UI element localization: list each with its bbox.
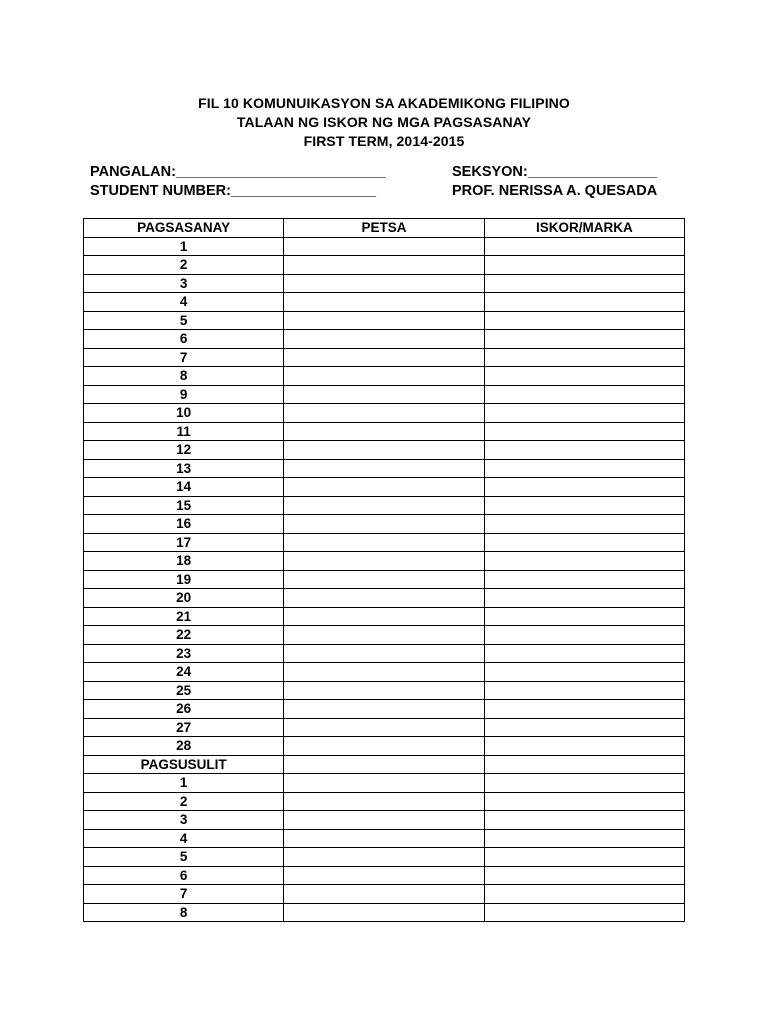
- table-row: [84, 700, 685, 719]
- professor-name: PROF. NERISSA A. QUESADA: [452, 183, 658, 199]
- table-row: [84, 274, 685, 293]
- cell-score[interactable]: [484, 755, 684, 774]
- name-field-label: PANGALAN:__________________________: [90, 164, 386, 180]
- cell-date[interactable]: [284, 829, 484, 848]
- cell-date[interactable]: [284, 496, 484, 515]
- cell-date[interactable]: [284, 330, 484, 349]
- cell-date[interactable]: [284, 681, 484, 700]
- table-row: [84, 718, 685, 737]
- table-row: [84, 681, 685, 700]
- cell-exercise: 3: [84, 274, 284, 293]
- cell-score[interactable]: [484, 663, 684, 682]
- cell-date[interactable]: [284, 774, 484, 793]
- cell-score[interactable]: [484, 570, 684, 589]
- cell-score[interactable]: [484, 848, 684, 867]
- cell-date[interactable]: [284, 607, 484, 626]
- cell-exercise: 8: [84, 367, 284, 386]
- cell-score[interactable]: [484, 515, 684, 534]
- table-row: [84, 367, 685, 386]
- cell-exercise: 16: [84, 515, 284, 534]
- table-row: [84, 515, 685, 534]
- cell-exercise: 2: [84, 256, 284, 275]
- cell-date[interactable]: [284, 737, 484, 756]
- cell-date[interactable]: [284, 237, 484, 256]
- cell-exercise: 1: [84, 774, 284, 793]
- cell-date[interactable]: [284, 293, 484, 312]
- cell-date[interactable]: [284, 626, 484, 645]
- column-header-iskor-marka: ISKOR/MARKA: [484, 219, 684, 238]
- table-row: [84, 589, 685, 608]
- cell-score[interactable]: [484, 644, 684, 663]
- cell-exercise: 7: [84, 885, 284, 904]
- table-header-row: [84, 219, 685, 238]
- table-row: [84, 496, 685, 515]
- table-row: [84, 848, 685, 867]
- table-row: [84, 626, 685, 645]
- cell-score[interactable]: [484, 478, 684, 497]
- table-row: [84, 293, 685, 312]
- cell-date[interactable]: [284, 441, 484, 460]
- document-title: TALAAN NG ISKOR NG MGA PAGSASANAY: [236, 114, 532, 130]
- table-header: [84, 219, 685, 238]
- table-row: [84, 459, 685, 478]
- cell-score[interactable]: [484, 792, 684, 811]
- cell-exercise: 23: [84, 644, 284, 663]
- cell-exercise: 11: [84, 422, 284, 441]
- table-row: [84, 774, 685, 793]
- course-title: FIL 10 KOMUNUIKASYON SA AKADEMIKONG FILIPINO: [198, 95, 570, 111]
- cell-date[interactable]: [284, 478, 484, 497]
- cell-score[interactable]: [484, 533, 684, 552]
- cell-score[interactable]: [484, 385, 684, 404]
- cell-score[interactable]: [484, 681, 684, 700]
- cell-exercise: 7: [84, 348, 284, 367]
- cell-score[interactable]: [484, 552, 684, 571]
- cell-exercise: 2: [84, 792, 284, 811]
- cell-score[interactable]: [484, 700, 684, 719]
- cell-date[interactable]: [284, 589, 484, 608]
- cell-date[interactable]: [284, 348, 484, 367]
- cell-exercise: 4: [84, 293, 284, 312]
- cell-exercise: 10: [84, 404, 284, 423]
- cell-score[interactable]: [484, 607, 684, 626]
- cell-exercise: 1: [84, 237, 284, 256]
- cell-score[interactable]: [484, 774, 684, 793]
- cell-score[interactable]: [484, 237, 684, 256]
- cell-score[interactable]: [484, 718, 684, 737]
- cell-exercise: 18: [84, 552, 284, 571]
- cell-exercise: 25: [84, 681, 284, 700]
- cell-score[interactable]: [484, 404, 684, 423]
- cell-date[interactable]: [284, 866, 484, 885]
- cell-exercise: 27: [84, 718, 284, 737]
- cell-score[interactable]: [484, 737, 684, 756]
- cell-date[interactable]: [284, 644, 484, 663]
- table-row: [84, 885, 685, 904]
- table-row: [84, 737, 685, 756]
- cell-exercise: 13: [84, 459, 284, 478]
- cell-score[interactable]: [484, 866, 684, 885]
- cell-exercise: 20: [84, 589, 284, 608]
- table-row: [84, 404, 685, 423]
- table-row: [84, 811, 685, 830]
- cell-exercise: 15: [84, 496, 284, 515]
- cell-date[interactable]: [284, 811, 484, 830]
- cell-exercise: 8: [84, 903, 284, 922]
- table-row: [84, 792, 685, 811]
- cell-exercise: 19: [84, 570, 284, 589]
- table-row: [84, 330, 685, 349]
- cell-date[interactable]: [284, 903, 484, 922]
- cell-exercise: 12: [84, 441, 284, 460]
- cell-date[interactable]: [284, 885, 484, 904]
- column-header-petsa: PETSA: [284, 219, 484, 238]
- score-table: [83, 218, 685, 922]
- table-row: [84, 663, 685, 682]
- cell-score[interactable]: [484, 829, 684, 848]
- column-header-pagsasanay: PAGSASANAY: [84, 219, 284, 238]
- cell-date[interactable]: [284, 533, 484, 552]
- cell-date[interactable]: [284, 459, 484, 478]
- cell-date[interactable]: [284, 422, 484, 441]
- table-row: [84, 348, 685, 367]
- cell-score[interactable]: [484, 330, 684, 349]
- cell-date[interactable]: [284, 404, 484, 423]
- cell-exercise: 28: [84, 737, 284, 756]
- cell-date[interactable]: [284, 515, 484, 534]
- section-field-label: SEKSYON:________________: [452, 164, 657, 180]
- table-row: [84, 441, 685, 460]
- cell-score[interactable]: [484, 811, 684, 830]
- cell-score[interactable]: [484, 367, 684, 386]
- cell-score[interactable]: [484, 293, 684, 312]
- cell-date[interactable]: [284, 256, 484, 275]
- cell-score[interactable]: [484, 422, 684, 441]
- table-row: [84, 311, 685, 330]
- table-row: [84, 256, 685, 275]
- cell-score[interactable]: [484, 496, 684, 515]
- cell-exercise: 24: [84, 663, 284, 682]
- table-row: [84, 552, 685, 571]
- student-number-field-label: STUDENT NUMBER:__________________: [90, 183, 377, 199]
- cell-exercise: 5: [84, 311, 284, 330]
- cell-date[interactable]: [284, 848, 484, 867]
- cell-exercise: 6: [84, 330, 284, 349]
- table-row: [84, 422, 685, 441]
- cell-exercise: 22: [84, 626, 284, 645]
- cell-date[interactable]: [284, 367, 484, 386]
- cell-exercise: 17: [84, 533, 284, 552]
- cell-exercise: 4: [84, 829, 284, 848]
- cell-exercise: 5: [84, 848, 284, 867]
- table-row: [84, 644, 685, 663]
- cell-score[interactable]: [484, 589, 684, 608]
- cell-date[interactable]: [284, 274, 484, 293]
- cell-score[interactable]: [484, 459, 684, 478]
- cell-score[interactable]: [484, 274, 684, 293]
- cell-score[interactable]: [484, 311, 684, 330]
- cell-exercise: PAGSUSULIT: [84, 755, 284, 774]
- cell-score[interactable]: [484, 441, 684, 460]
- cell-score[interactable]: [484, 256, 684, 275]
- table-row: [84, 866, 685, 885]
- cell-score[interactable]: [484, 885, 684, 904]
- cell-score[interactable]: [484, 348, 684, 367]
- cell-score[interactable]: [484, 903, 684, 922]
- cell-date[interactable]: [284, 792, 484, 811]
- cell-exercise: 9: [84, 385, 284, 404]
- cell-exercise: 26: [84, 700, 284, 719]
- table-row: [84, 829, 685, 848]
- cell-date[interactable]: [284, 755, 484, 774]
- table-row: [84, 570, 685, 589]
- table-row: [84, 478, 685, 497]
- table-row: [84, 755, 685, 774]
- cell-date[interactable]: [284, 552, 484, 571]
- term-label: FIRST TERM, 2014-2015: [303, 133, 465, 149]
- table-row: [84, 385, 685, 404]
- cell-date[interactable]: [284, 663, 484, 682]
- cell-date[interactable]: [284, 570, 484, 589]
- cell-exercise: 14: [84, 478, 284, 497]
- table-row: [84, 903, 685, 922]
- table-row: [84, 237, 685, 256]
- table-row: [84, 533, 685, 552]
- document-header: [0, 94, 768, 151]
- cell-date[interactable]: [284, 311, 484, 330]
- table-row: [84, 607, 685, 626]
- table-body: [84, 237, 685, 922]
- cell-date[interactable]: [284, 700, 484, 719]
- cell-exercise: 21: [84, 607, 284, 626]
- cell-date[interactable]: [284, 718, 484, 737]
- cell-date[interactable]: [284, 385, 484, 404]
- cell-exercise: 6: [84, 866, 284, 885]
- cell-score[interactable]: [484, 626, 684, 645]
- cell-exercise: 3: [84, 811, 284, 830]
